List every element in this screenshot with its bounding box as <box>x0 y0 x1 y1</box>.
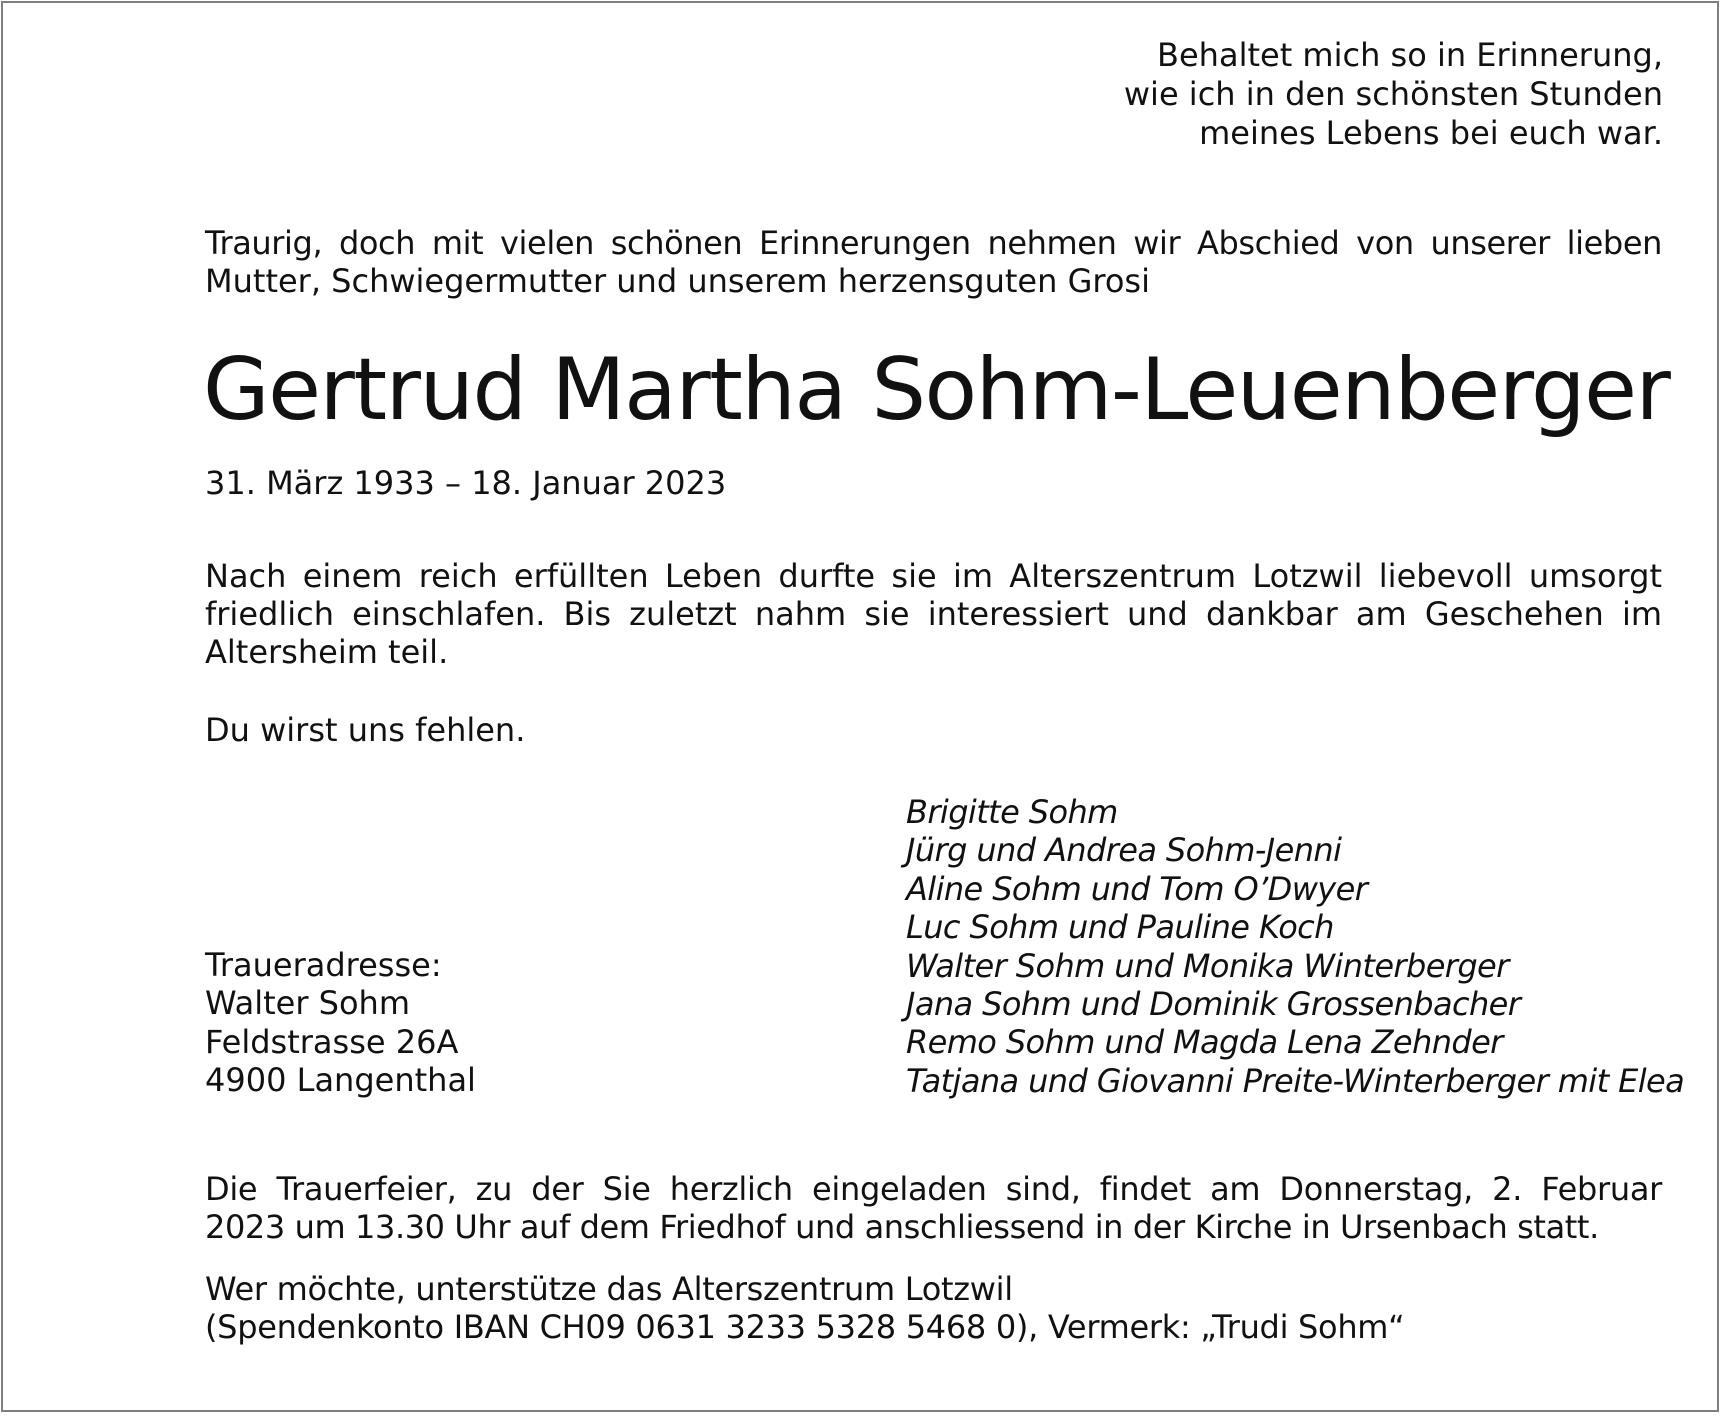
mourner-entry: Remo Sohm und Magda Lena Zehnder <box>906 1023 1503 1062</box>
address-name: Walter Sohm <box>205 984 410 1023</box>
life-paragraph-line: Nach einem reich erfüllten Leben durfte sie im Alterszentrum Lotzwil liebevoll umsorgt <box>205 557 1662 595</box>
life-paragraph-line: friedlich einschlafen. Bis zuletzt nahm sie interessiert und dankbar am Geschehen im <box>205 595 1662 633</box>
closing-line: Du wirst uns fehlen. <box>205 711 526 749</box>
intro-line: Mutter, Schwiegermutter und unserem herzensguten Grosi <box>205 262 1150 300</box>
donation-paragraph <box>205 1270 1404 1346</box>
life-paragraph <box>205 557 1662 671</box>
deceased-name: Gertrud Martha Sohm-Leuenberger <box>203 340 1670 440</box>
intro-paragraph <box>205 224 1662 300</box>
motto-line: wie ich in den schönsten Stunden <box>1123 75 1663 113</box>
motto-line: Behaltet mich so in Erinnerung, <box>1157 36 1663 74</box>
mourner-entry: Aline Sohm und Tom O’Dwyer <box>906 869 1368 908</box>
life-paragraph-line: Altersheim teil. <box>205 633 449 671</box>
donation-line: (Spendenkonto IBAN CH09 0631 3233 5328 5468 0), Vermerk: „Trudi Sohm“ <box>205 1308 1405 1346</box>
mourner-entry: Jana Sohm und Dominik Grossenbacher <box>906 985 1521 1024</box>
mourners-list <box>906 793 1684 1100</box>
mourner-entry: Tatjana und Giovanni Preite-Winterberger mit Elea <box>906 1061 1685 1100</box>
mourner-entry: Walter Sohm und Monika Winterberger <box>906 946 1509 985</box>
ceremony-line: Die Trauerfeier, zu der Sie herzlich eingeladen sind, findet am Donnerstag, 2. Februar <box>205 1170 1662 1208</box>
mourner-entry: Luc Sohm und Pauline Koch <box>906 908 1334 947</box>
mourning-address <box>205 946 476 1100</box>
motto-line: meines Lebens bei euch war. <box>1199 114 1663 152</box>
life-dates: 31. März 1933 – 18. Januar 2023 <box>205 464 727 502</box>
donation-line: Wer möchte, unterstütze das Alterszentrum Lotzwil <box>205 1270 1013 1308</box>
ceremony-paragraph <box>205 1170 1662 1246</box>
address-label: Traueradresse: <box>205 946 442 984</box>
intro-line: Traurig, doch mit vielen schönen Erinnerungen nehmen wir Abschied von unserer lieben <box>205 224 1662 262</box>
address-city: 4900 Langenthal <box>205 1061 476 1100</box>
address-street: Feldstrasse 26A <box>205 1022 459 1061</box>
mourner-entry: Brigitte Sohm <box>906 793 1118 831</box>
motto-quote <box>763 36 1663 153</box>
ceremony-line: 2023 um 13.30 Uhr auf dem Friedhof und anschliessend in der Kirche in Ursenbach statt. <box>205 1208 1599 1246</box>
mourner-entry: Jürg und Andrea Sohm-Jenni <box>906 831 1342 870</box>
